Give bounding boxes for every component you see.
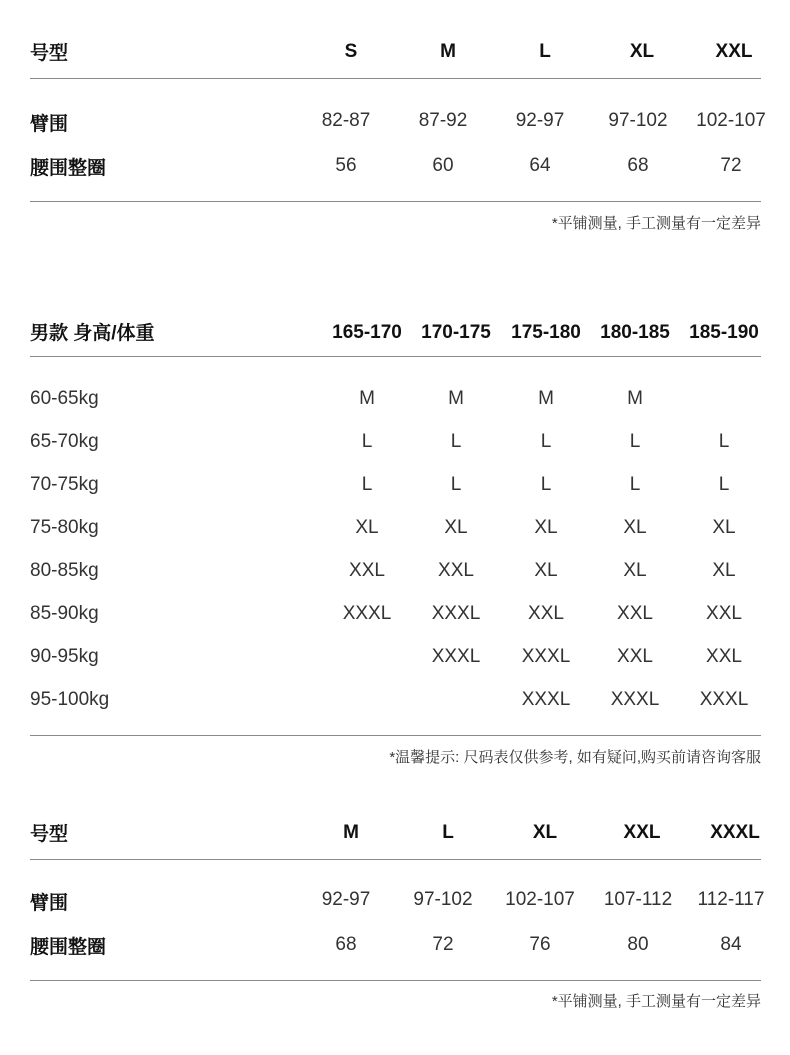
table1-size-xxl: XXL — [715, 41, 753, 62]
table1-size-xl: XL — [629, 41, 655, 62]
table3-cell: 107-112 — [603, 889, 673, 910]
table2-cell: XXL — [617, 646, 653, 667]
table1-row-label-arm: 臂围 — [30, 114, 69, 135]
table3-size: L — [442, 822, 454, 843]
table2-cell: XXXL — [521, 646, 571, 667]
table1-cell: 82-87 — [321, 110, 371, 131]
table2-cell: XL — [444, 517, 468, 538]
table1-row-label-waist: 腰围整圈 — [30, 158, 107, 179]
table3-cell: 72 — [432, 934, 454, 955]
table2-cell: XXL — [438, 560, 474, 581]
table2-cell: XL — [623, 560, 647, 581]
table2-cell: L — [718, 474, 730, 495]
table1-header-divider — [30, 78, 761, 79]
table2-cell: M — [359, 388, 375, 409]
table3-cell: 80 — [627, 934, 649, 955]
table3-cell: 112-117 — [697, 889, 765, 910]
table3-cell: 84 — [720, 934, 742, 955]
table2-cell: XL — [355, 517, 379, 538]
table2-header-divider — [30, 356, 761, 357]
table1-footer-divider — [30, 201, 761, 202]
table1-cell: 64 — [529, 155, 551, 176]
table2-cell: M — [627, 388, 643, 409]
table2-cell: XL — [534, 560, 558, 581]
table3-row-label-waist: 腰围整圈 — [30, 937, 107, 958]
table1-cell: 60 — [432, 155, 454, 176]
table2-cell: XXXL — [431, 646, 481, 667]
table2-footer-divider — [30, 735, 761, 736]
table1-header-label: 号型 — [30, 43, 69, 64]
table2-cell: L — [540, 431, 552, 452]
table3-note: *平铺测量, 手工测量有一定差异 — [551, 993, 761, 1010]
table2-cell: L — [361, 474, 373, 495]
table2-row-label: 65-70kg — [30, 431, 99, 452]
table2-row-label: 95-100kg — [30, 689, 110, 710]
table2-cell: XXL — [617, 603, 653, 624]
table2-cell: XL — [712, 560, 736, 581]
table2-height: 175-180 — [511, 322, 581, 343]
table2-cell: XL — [534, 517, 558, 538]
table1-cell: 97-102 — [608, 110, 668, 131]
table1-size-m: M — [440, 41, 456, 62]
table2-cell: L — [450, 431, 462, 452]
table3-cell: 102-107 — [505, 889, 575, 910]
table3-footer-divider — [30, 980, 761, 981]
table2-cell: XXL — [528, 603, 564, 624]
table1-cell: 92-97 — [515, 110, 565, 131]
table1-cell: 87-92 — [418, 110, 468, 131]
table2-height: 165-170 — [332, 322, 402, 343]
table2-cell: XL — [712, 517, 736, 538]
table2-cell: L — [450, 474, 462, 495]
table2-row-label: 75-80kg — [30, 517, 99, 538]
table2-cell: L — [361, 431, 373, 452]
table2-cell: XXL — [706, 603, 742, 624]
table2-cell: L — [718, 431, 730, 452]
table3-row-label-arm: 臂围 — [30, 893, 69, 914]
table1-size-l: L — [539, 41, 551, 62]
table2-height: 170-175 — [421, 322, 491, 343]
table2-row-label: 80-85kg — [30, 560, 99, 581]
table3-size: M — [343, 822, 359, 843]
table2-row-label: 85-90kg — [30, 603, 99, 624]
table3-header-divider — [30, 859, 761, 860]
table1-cell: 56 — [335, 155, 357, 176]
table3-size: XXL — [623, 822, 661, 843]
table3-size: XL — [532, 822, 558, 843]
table2-cell: XL — [623, 517, 647, 538]
table2-cell: M — [538, 388, 554, 409]
table1-cell: 72 — [720, 155, 742, 176]
table2-cell: L — [629, 474, 641, 495]
table2-cell: XXXL — [431, 603, 481, 624]
table2-cell: M — [448, 388, 464, 409]
table3-cell: 92-97 — [321, 889, 371, 910]
table1-cell: 102-107 — [696, 110, 766, 131]
table2-cell: XXL — [706, 646, 742, 667]
table2-cell: XXXL — [699, 689, 749, 710]
table2-cell: L — [629, 431, 641, 452]
table2-height: 185-190 — [689, 322, 759, 343]
table1-size-s: S — [344, 41, 358, 62]
table2-cell: L — [540, 474, 552, 495]
table3-cell: 76 — [529, 934, 551, 955]
table2-cell: XXXL — [521, 689, 571, 710]
table1-cell: 68 — [627, 155, 649, 176]
table2-row-label: 90-95kg — [30, 646, 99, 667]
table3-cell: 97-102 — [413, 889, 473, 910]
table2-note: *温馨提示: 尺码表仅供参考, 如有疑问,购买前请咨询客服 — [389, 749, 761, 766]
table3-size: XXXL — [710, 822, 760, 843]
table3-cell: 68 — [335, 934, 357, 955]
table2-header-label: 男款 身高/体重 — [30, 323, 155, 344]
table2-row-label: 70-75kg — [30, 474, 99, 495]
table2-cell: XXXL — [610, 689, 660, 710]
table2-cell: XXL — [349, 560, 385, 581]
table2-height: 180-185 — [600, 322, 670, 343]
table3-header-label: 号型 — [30, 824, 69, 845]
table2-cell: XXXL — [342, 603, 392, 624]
table1-note: *平铺测量, 手工测量有一定差异 — [551, 215, 761, 232]
table2-row-label: 60-65kg — [30, 388, 99, 409]
